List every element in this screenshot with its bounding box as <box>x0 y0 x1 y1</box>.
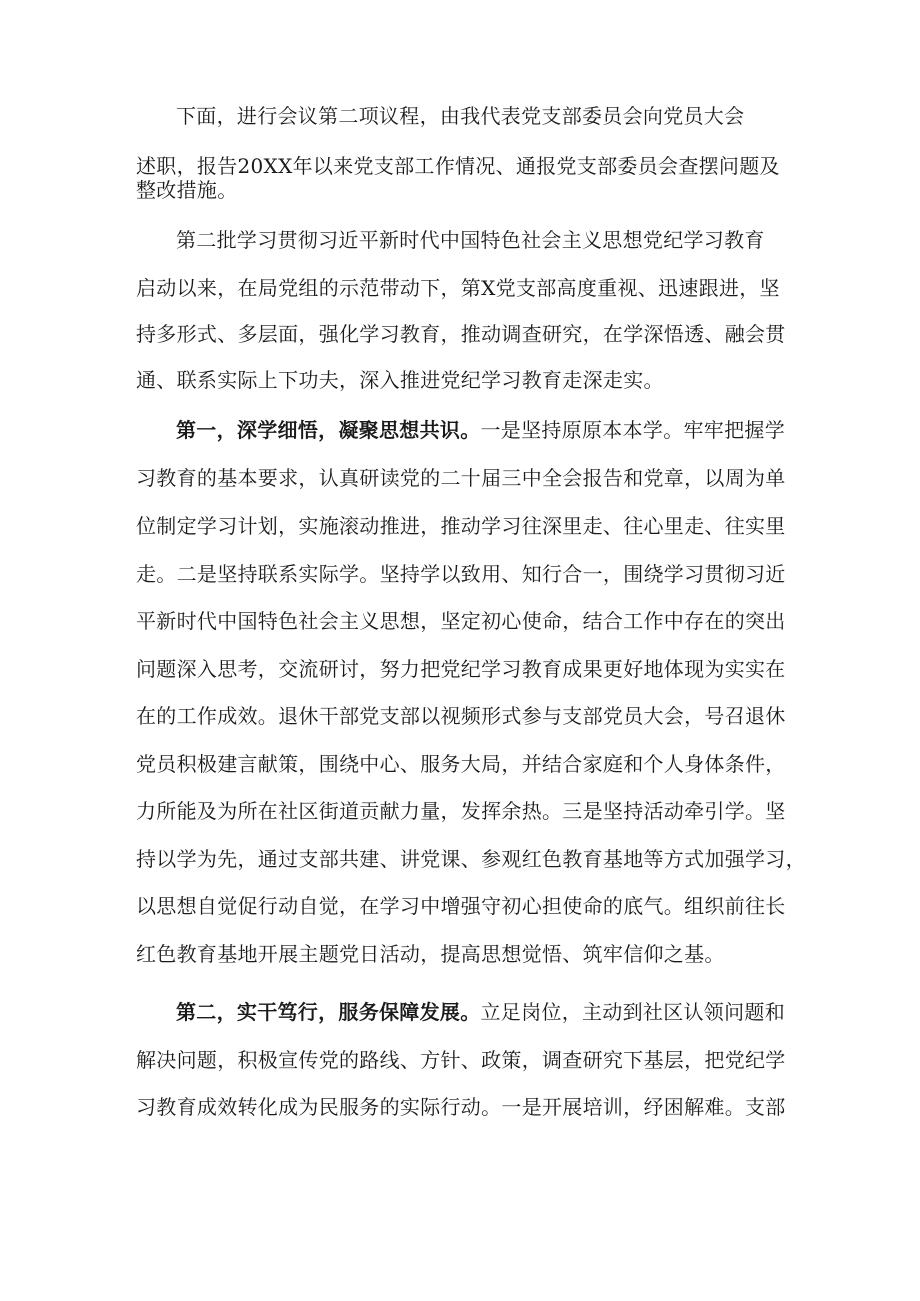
paragraph-1-line-2: 述职，报告20XX年以来党支部工作情况、通报党支部委员会查摆问题及 <box>136 154 780 178</box>
paragraph-4-line-2: 解决问题，积极宣传党的路线、方针、政策，调查研究下基层，把党纪学 <box>136 1048 786 1072</box>
paragraph-3-line-7: 在的工作成效。退休干部党支部以视频形式参与支部党员大会，号召退休 <box>136 704 786 728</box>
paragraph-2-line-1: 第二批学习贯彻习近平新时代中国特色社会主义思想党纪学习教育 <box>176 228 765 252</box>
paragraph-3-line-10: 持以学为先，通过支部共建、讲党课、参观红色教育基地等方式加强学习， <box>136 847 806 871</box>
paragraph-2-line-2: 启动以来，在局党组的示范带动下，第X党支部高度重视、迅速跟进，坚 <box>136 276 780 300</box>
paragraph-3-line-11: 以思想自觉促行动自觉，在学习中增强守初心担使命的底气。组织前往长 <box>136 894 786 918</box>
paragraph-3-line-12: 红色教育基地开展主题党日活动，提高思想觉悟、筑牢信仰之基。 <box>136 942 725 966</box>
paragraph-1-line-1: 下面，进行会议第二项议程，由我代表党支部委员会向党员大会 <box>176 104 745 128</box>
paragraph-4-line-1-text: 立足岗位，主动到社区认领问题和 <box>480 1000 785 1024</box>
section-heading-2: 第二，实干笃行，服务保障发展。 <box>176 1000 481 1024</box>
paragraph-2-line-4: 通、联系实际上下功夫，深入推进党纪学习教育走深走实。 <box>136 368 664 392</box>
paragraph-3-line-5: 平新时代中国特色社会主义思想，坚定初心使命，结合工作中存在的突出 <box>136 609 786 633</box>
paragraph-4-line-3: 习教育成效转化成为民服务的实际行动。一是开展培训，纾困解难。支部 <box>136 1095 786 1119</box>
section-heading-1: 第一，深学细悟，凝聚思想共识。 <box>176 418 481 442</box>
paragraph-3-line-3: 位制定学习计划，实施滚动推进，推动学习往深里走、往心里走、往实里 <box>136 514 786 538</box>
paragraph-3-line-9: 力所能及为所在社区街道贡献力量，发挥余热。三是坚持活动牵引学。坚 <box>136 799 786 823</box>
paragraph-4-line-1 <box>176 1000 785 1024</box>
paragraph-2-line-3: 持多形式、多层面，强化学习教育，推动调查研究，在学深悟透、融会贯 <box>136 322 786 346</box>
paragraph-1-line-3: 整改措施。 <box>136 178 238 202</box>
paragraph-3-line-6: 问题深入思考，交流研讨，努力把党纪学习教育成果更好地体现为实实在 <box>136 657 786 681</box>
paragraph-3-line-2: 习教育的基本要求，认真研读党的二十届三中全会报告和党章，以周为单 <box>136 466 786 490</box>
paragraph-3-line-1-text: 一是坚持原原本本学。牢牢把握学 <box>480 418 785 442</box>
paragraph-3-line-4: 走。二是坚持联系实际学。坚持学以致用、知行合一，围绕学习贯彻习近 <box>136 562 786 586</box>
paragraph-3-line-1 <box>176 418 785 442</box>
paragraph-3-line-8: 党员积极建言献策，围绕中心、服务大局，并结合家庭和个人身体条件， <box>136 752 786 776</box>
